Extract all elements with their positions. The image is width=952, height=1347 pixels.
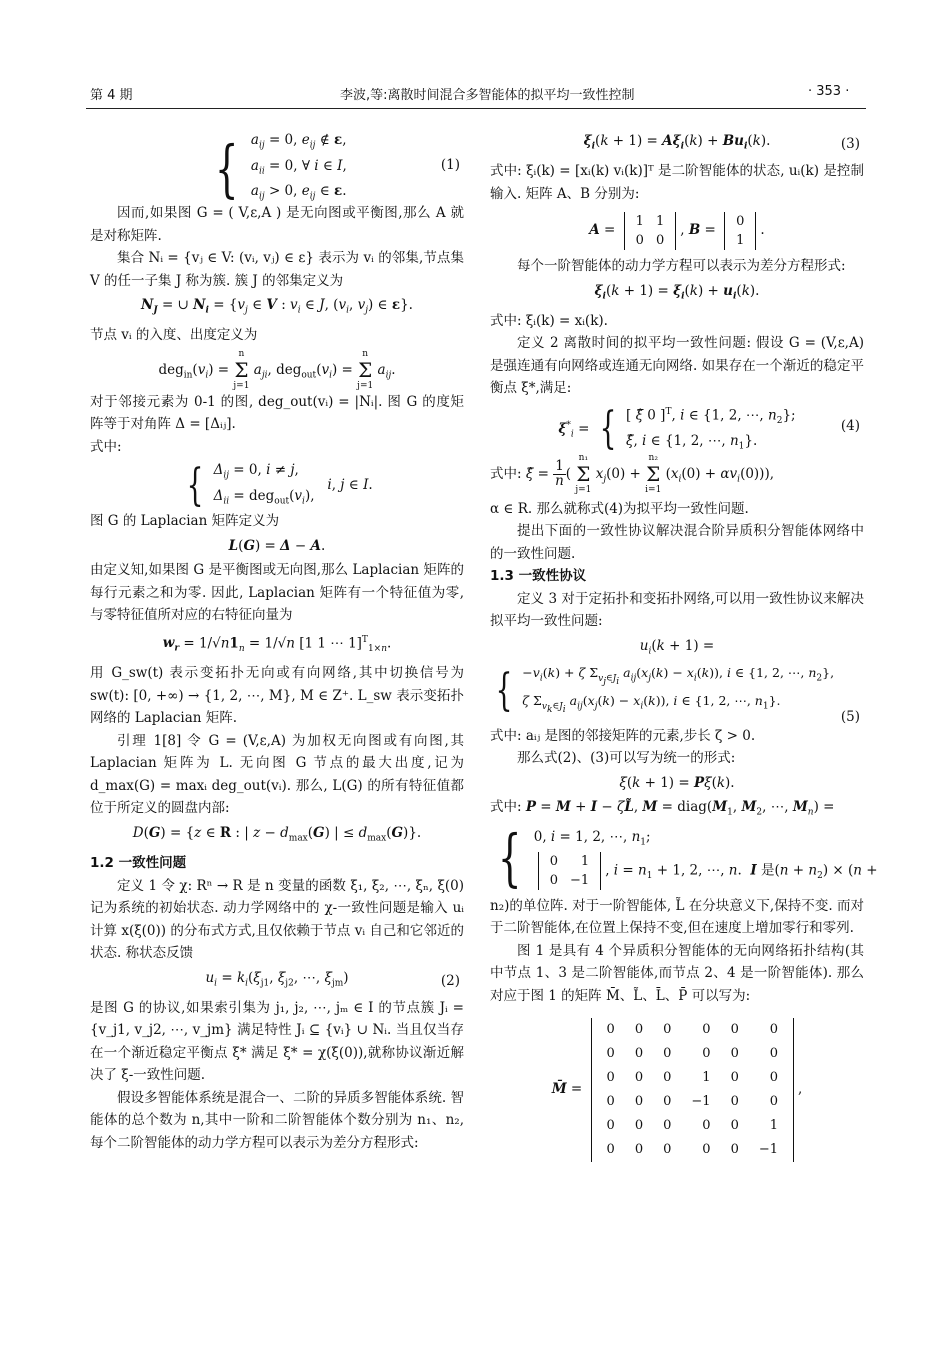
equation-disk: D(G) = {z ∈ R : | $z - d_{max}(G)$ | ≤ $d_{max}(G)$}. (132, 824, 422, 844)
paragraph: 式中: ξᵢ(k) = [xᵢ(k) vᵢ(k)]ᵀ 是二阶智能体的状态, uᵢ(k) 是控制输入. 矩阵 A、B 分别为: (490, 163, 864, 202)
matrix-cell: 0 (702, 1141, 711, 1157)
paragraph: 提出下面的一致性协议解决混合阶异质积分智能体网络中的一致性问题. (490, 523, 864, 562)
paragraph: 图 1 是具有 4 个异质积分智能体的无向网络拓扑结构(其中节点 1、3 是二阶智能体,而节点 2、4 是一阶智能体). 那么对应于图 1 的矩阵 M̄、L̃、L̄、P̄ 可以写为: (490, 942, 864, 1004)
matrix-cell: 0 (702, 1117, 711, 1133)
equation-laplacian: L(G) = Δ − A. (228, 537, 326, 554)
matrix-cell: 0 (702, 1045, 711, 1061)
matrix-cell: 0 (769, 1093, 779, 1109)
matrix-cell: 1 (769, 1117, 779, 1133)
matrix-cell: 0 (730, 1117, 739, 1133)
matrix-cell: 0 (606, 1069, 615, 1085)
matrix-cell: 0 (634, 1021, 644, 1037)
matrix-cell: 0 (769, 1045, 779, 1061)
equation-2: $u_i = k_i(\xi_{j1}$, $\xi_{j2}$, ⋯, $\xi_{jm}$) (2) (90, 967, 464, 995)
header-rule (86, 108, 866, 109)
issue-label: 第 4 期 (90, 88, 133, 103)
matrix-cell: 0 (606, 1141, 615, 1157)
equation-first-order: $\xi_i(k + 1) = \xi_i(k) + u_i(k)$. (594, 282, 760, 302)
paragraph: 式中: aᵢⱼ 是图的邻接矩阵的元素,步长 ζ > 0. (490, 727, 756, 744)
matrix-cell: 0 (634, 1093, 644, 1109)
definition-1: 定义 1 令 χ: Rⁿ → R 是 n 变量的函数 ξ₁, ξ₂, ⋯, ξₙ, ξ(0) 记为系统的初始状态. 动力学网络中的 χ-一致性问题是输入 uᵢ 计算 x(ξ(0)) 的分布式方式,且仅依赖于节点 vᵢ 自己和它邻近的状态. 称状态反馈 (90, 877, 464, 962)
matrix-cell: 0 (663, 1069, 672, 1085)
paragraph-P: 式中: P = M + I − ζL̃, $M = diag(M_1$, $M_2$, ⋯, $M_n$) = (490, 799, 835, 819)
paragraph: α ∈ R. 那么就称式(4)为拟平均一致性问题. (490, 500, 749, 517)
definition-3: 定义 3 对于定拓扑和变拓扑网络,可以用一致性协议来解决拟平均一致性问题: (490, 590, 864, 630)
matrix-cell: 0 (730, 1021, 739, 1037)
running-title: 李波,等:离散时间混合多智能体的拟平均一致性控制 (340, 88, 635, 103)
paragraph: 用 G_sw(t) 表示变拓扑无向或有向网络,其中切换信号为 sw(t): [0, +∞) → {1, 2, ⋯, M}, M ∈ Z⁺. L_sw 表示变拓扑网络的 Laplacian 矩阵. (90, 665, 464, 727)
paragraph: 那么式(2)、(3)可以写为统一的形式: (517, 750, 736, 767)
paragraph: 式中: (90, 438, 122, 455)
left-column (90, 128, 464, 1154)
equation-unified: ξ(k + 1) = Pξ(k). (619, 774, 735, 791)
matrix-cell: 0 (634, 1141, 644, 1157)
paragraph: 图 G 的 Laplacian 矩阵定义为 (90, 513, 280, 530)
matrix-cell: 0 (730, 1093, 739, 1109)
matrix-cell: 0 (663, 1045, 672, 1061)
eq-number: (2) (440, 972, 460, 989)
eq-number: (4) (840, 417, 860, 434)
equation-delta: { $\Delta_{ij} = 0$, i ≠ j, $\Delta_{ii} = deg_{out}(v_i)$, i, j ∈ I. (186, 459, 373, 511)
matrix-cell: −1 (691, 1093, 711, 1109)
matrix-cell: 0 (663, 1021, 672, 1037)
matrix-M-bar (591, 1018, 794, 1162)
matrix-cell: 0 (769, 1021, 779, 1037)
paragraph: 集合 Nᵢ = {vⱼ ∈ V: (vᵢ, vⱼ) ∈ ε} 表示为 vᵢ 的邻集,节点集 V 的任一子集 J 称为簇. 簇 J 的邻集定义为 (90, 250, 464, 289)
definition-2: 定义 2 离散时间的拟平均一致性问题: 假设 G = (V,ε,A) 是强连通有向网络或连通无向网络. 如果存在一个渐近的稳定平衡点 ξ*,满足: (490, 335, 864, 397)
matrix-cell: 0 (663, 1093, 672, 1109)
paragraph: 式中: ξᵢ(k) = xᵢ(k). (490, 312, 608, 329)
equation-eigenvector: $w_r = 1/√n1_n = 1/√n$ [1 1 ⋯ 1]$^T_{1\times n}$. (162, 634, 392, 654)
paragraph: 假设多智能体系统是混合一、二阶的异质多智能体系统. 智能体的总个数为 n,其中一阶和二阶智能体个数分别为 n₁、n₂,每个二阶智能体的动力学方程可以表示为差分方程形式: (90, 1089, 464, 1151)
equation-4: $\xi^*_i$ = { [ ξ̂ 0 ]$^T$, i ∈ {1, 2, ⋯, $n_2$}; ξ̂, i ∈ {1, 2, ⋯, $n_1$}. (4) (558, 403, 860, 455)
equation-xi-hat: 式中: ξ̂ = $\frac{1}{n}$( n₁ Σ j=1 $x_j(0) + n_2$ Σ i=1 $(x_i(0) + \alpha v_i(0))$), (490, 452, 775, 495)
right-column (490, 128, 878, 1171)
matrix-cell: 0 (730, 1069, 739, 1085)
matrix-cell: −1 (758, 1141, 779, 1157)
matrix-cell: 0 (606, 1021, 615, 1037)
matrix-cell: 0 (769, 1069, 779, 1085)
matrix-cell: 0 (606, 1045, 615, 1061)
matrix-cell: 0 (634, 1069, 644, 1085)
equation-1: { $a_{ij} = 0$, $e_{ij}$ ∉ ε, $a_{ii} = 0$, ∀ i ∈ I, $a_{ij} > 0$, $e_{ij}$ ∈ ε. (1) (215, 131, 460, 205)
section-heading: 1.3 一致性协议 (490, 568, 587, 585)
paragraph: 由定义知,如果图 G 是平衡图或无向图,那么 Laplacian 矩阵的每行元素之和为零. 因此, Laplacian 矩阵有一个特征值为零,与零特征值所对应的右特征向量为 (90, 562, 464, 624)
lemma-1: 引理 1[8] 令 G = (V,ε,A) 为加权无向图或有向图,其 Laplacian 矩阵为 L. 无向图 G 节点的最大出度,记为 d_max(G) = maxᵢ deg_out(vᵢ). 那么, L(G) 的所有特征值都位于所定义的圆盘内部: (90, 732, 464, 817)
equation-M-blocks: { 0, i = 1, 2, ⋯, $n_1$; 0 1 0 −1 , $i = n_1 + 1$, 2, ⋯, n. I 是$(n + n_2) \times (n$ + (497, 821, 878, 895)
page-number: · 353 · (808, 84, 850, 99)
matrix-cell: 0 (606, 1093, 615, 1109)
matrix-cell: 0 (606, 1117, 615, 1133)
equation-5: $u_i(k + 1)$ = { $-v_i(k) + \zeta$ $\Sigma_{v_j\in J_i}$ $a_{ij}(x_j(k) - x_i(k))$, i ∈ {1, 2, ⋯, $n_2$}, ζ $\Sigma_{v_k\in J_i}$ $a_{ij}(x_j(k) - x_i(k))$, i ∈ {1, 2, ⋯, $n_1$}. (5) (490, 635, 864, 723)
matrix-cell: 0 (730, 1045, 739, 1061)
equation-neighbor-set: $N_J$ = ∪ $N_i = \{v_j$ ∈ V : $v_i$ ∈ J, ($v_i$, $v_j$) ∈ ε}. (141, 297, 413, 316)
equation-3: $\xi_i(k + 1) = A\xi_i(k) + Bu_i(k)$. (3) (490, 130, 864, 158)
eq-number: (3) (840, 135, 860, 152)
paragraph: 是图 G 的协议,如果索引集为 j₁, j₂, ⋯, jₘ ∈ I 的节点簇 Jᵢ = {v_j1, v_j2, ⋯, v_jm} 满足特性 Jᵢ ⊆ {vᵢ} ∪ Nᵢ. 当且仅当存在一个渐近稳定平衡点 ξ* 满足 ξ* = χ(ξ(0)),就称协议渐近解决了 ξ-一致性问题. (90, 999, 464, 1084)
paragraph: 节点 vᵢ 的入度、出度定义为 (90, 327, 258, 344)
equation-AB: A = 1 1 0 0 , B = 0 1 . (589, 213, 765, 248)
matrix-cell: 1 (702, 1069, 711, 1085)
matrix-cell: 0 (634, 1117, 644, 1133)
paragraph: 因而,如果图 G = ( V,ε,A ) 是无向图或平衡图,那么 A 就是对称矩阵. (90, 205, 464, 244)
matrix-cell: 0 (663, 1141, 672, 1157)
paragraph: n₂)的单位阵. 对于一阶智能体, L̃ 在分块意义下,保持不变. 而对于二阶智能体,在位置上保持不变,但在速度上增加零行和零列. (490, 897, 864, 937)
paragraph: 对于邻接元素为 0-1 的图, deg_out(vᵢ) = |Nᵢ|. 图 G 的度矩阵等于对角阵 Δ = [Δᵢⱼ]. (90, 393, 464, 433)
matrix-cell: 0 (663, 1117, 672, 1133)
matrix-cell: 0 (730, 1141, 739, 1157)
eq-number: (5) (840, 709, 860, 726)
section-heading: 1.2 一致性问题 (90, 855, 187, 872)
equation-M-bar: M̄ = 0 0 0 0 0 0 0 0 0 0 0 0 0 0 0 1 0 0 0 0 0 −1 0 0 0 0 0 0 0 1 0 0 0 0 0 −1 , (490, 1009, 864, 1169)
eq-number: (1) (440, 156, 460, 173)
equation-degree: $deg_{in}(v_i) = n$ Σ j=1 $a_{ji}$, $deg_{out}(v_i) = n$ Σ j=1 $a_{ij}$. (158, 348, 396, 391)
matrix-cell: 0 (702, 1021, 711, 1037)
paragraph: 每个一阶智能体的动力学方程可以表示为差分方程形式: (517, 258, 846, 275)
matrix-cell: 0 (634, 1045, 644, 1061)
